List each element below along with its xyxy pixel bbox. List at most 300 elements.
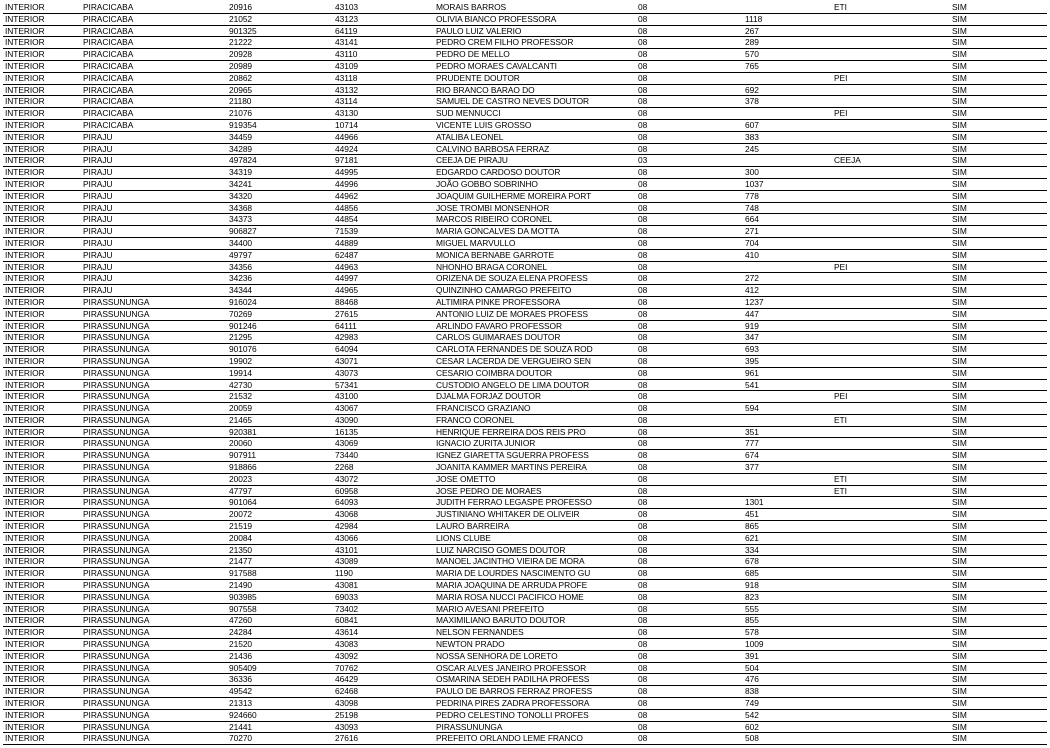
region-cell: INTERIOR xyxy=(3,2,81,13)
flag-cell: SIM xyxy=(950,450,1047,462)
school-name-cell: MANOEL JACINTHO VIEIRA DE MORA xyxy=(434,556,636,568)
type-code-cell: 08 xyxy=(636,202,743,214)
table-row xyxy=(3,96,1047,108)
count-cell: 542 xyxy=(743,709,832,721)
region-cell: INTERIOR xyxy=(3,13,81,25)
flag-cell: SIM xyxy=(950,155,1047,167)
type-code-cell: 08 xyxy=(636,167,743,179)
code-a-cell: 34373 xyxy=(227,214,333,226)
code-a-cell: 918866 xyxy=(227,462,333,474)
type-code-cell: 08 xyxy=(636,603,743,615)
program-cell xyxy=(832,426,950,438)
school-name-cell: HENRIQUE FERREIRA DOS REIS PRO xyxy=(434,426,636,438)
program-cell xyxy=(832,686,950,698)
city-cell: PIRAJU xyxy=(81,202,227,214)
table-row xyxy=(3,131,1047,143)
flag-cell: SIM xyxy=(950,556,1047,568)
code-b-cell: 43103 xyxy=(333,2,434,13)
count-cell: 602 xyxy=(743,721,832,733)
code-a-cell: 34356 xyxy=(227,261,333,273)
code-a-cell: 47797 xyxy=(227,485,333,497)
count-cell: 476 xyxy=(743,674,832,686)
code-a-cell: 24284 xyxy=(227,627,333,639)
flag-cell: SIM xyxy=(950,37,1047,49)
city-cell: PIRASSUNUNGA xyxy=(81,332,227,344)
count-cell: 289 xyxy=(743,37,832,49)
code-b-cell: 25198 xyxy=(333,709,434,721)
code-a-cell: 20928 xyxy=(227,49,333,61)
school-name-cell: SAMUEL DE CASTRO NEVES DOUTOR xyxy=(434,96,636,108)
table-body xyxy=(3,2,1047,745)
school-name-cell: PIRASSUNUNGA xyxy=(434,721,636,733)
region-cell: INTERIOR xyxy=(3,143,81,155)
type-code-cell: 08 xyxy=(636,674,743,686)
city-cell: PIRASSUNUNGA xyxy=(81,698,227,710)
code-b-cell: 43141 xyxy=(333,37,434,49)
count-cell: 865 xyxy=(743,521,832,533)
school-name-cell: MARIO AVESANI PREFEITO xyxy=(434,603,636,615)
count-cell: 300 xyxy=(743,167,832,179)
program-cell xyxy=(832,591,950,603)
code-b-cell: 43072 xyxy=(333,473,434,485)
school-name-cell: CESARIO COIMBRA DOUTOR xyxy=(434,367,636,379)
table-row xyxy=(3,214,1047,226)
table-row xyxy=(3,285,1047,297)
region-cell: INTERIOR xyxy=(3,462,81,474)
region-cell: INTERIOR xyxy=(3,698,81,710)
code-a-cell: 19902 xyxy=(227,355,333,367)
code-b-cell: 42983 xyxy=(333,332,434,344)
code-a-cell: 903985 xyxy=(227,591,333,603)
table-row xyxy=(3,72,1047,84)
region-cell: INTERIOR xyxy=(3,226,81,238)
code-b-cell: 88468 xyxy=(333,296,434,308)
flag-cell: SIM xyxy=(950,237,1047,249)
flag-cell: SIM xyxy=(950,721,1047,733)
flag-cell: SIM xyxy=(950,426,1047,438)
program-cell xyxy=(832,37,950,49)
school-name-cell: CUSTODIO ANGELO DE LIMA DOUTOR xyxy=(434,379,636,391)
program-cell xyxy=(832,367,950,379)
code-a-cell: 21180 xyxy=(227,96,333,108)
code-a-cell: 70269 xyxy=(227,308,333,320)
city-cell: PIRASSUNUNGA xyxy=(81,403,227,415)
city-cell: PIRACICABA xyxy=(81,37,227,49)
region-cell: INTERIOR xyxy=(3,72,81,84)
flag-cell: SIM xyxy=(950,532,1047,544)
city-cell: PIRASSUNUNGA xyxy=(81,556,227,568)
region-cell: INTERIOR xyxy=(3,627,81,639)
type-code-cell: 08 xyxy=(636,226,743,238)
type-code-cell: 08 xyxy=(636,426,743,438)
table-row xyxy=(3,709,1047,721)
region-cell: INTERIOR xyxy=(3,25,81,37)
code-a-cell: 42730 xyxy=(227,379,333,391)
program-cell xyxy=(832,532,950,544)
code-b-cell: 64093 xyxy=(333,497,434,509)
school-name-cell: JUDITH FERRAO LEGASPE PROFESSO xyxy=(434,497,636,509)
code-b-cell: 43071 xyxy=(333,355,434,367)
region-cell: INTERIOR xyxy=(3,603,81,615)
city-cell: PIRASSUNUNGA xyxy=(81,497,227,509)
region-cell: INTERIOR xyxy=(3,450,81,462)
region-cell: INTERIOR xyxy=(3,49,81,61)
school-name-cell: PEDRO CREM FILHO PROFESSOR xyxy=(434,37,636,49)
table-row xyxy=(3,591,1047,603)
city-cell: PIRASSUNUNGA xyxy=(81,391,227,403)
code-b-cell: 97181 xyxy=(333,155,434,167)
table-row xyxy=(3,25,1047,37)
flag-cell: SIM xyxy=(950,674,1047,686)
school-name-cell: PAULO LUIZ VALERIO xyxy=(434,25,636,37)
type-code-cell: 08 xyxy=(636,650,743,662)
code-b-cell: 46429 xyxy=(333,674,434,686)
table-row xyxy=(3,674,1047,686)
flag-cell: SIM xyxy=(950,698,1047,710)
code-b-cell: 64094 xyxy=(333,344,434,356)
count-cell xyxy=(743,261,832,273)
program-cell xyxy=(832,462,950,474)
type-code-cell: 08 xyxy=(636,403,743,415)
region-cell: INTERIOR xyxy=(3,296,81,308)
code-a-cell: 20060 xyxy=(227,438,333,450)
code-b-cell: 27615 xyxy=(333,308,434,320)
type-code-cell: 08 xyxy=(636,544,743,556)
code-a-cell: 920381 xyxy=(227,426,333,438)
flag-cell: SIM xyxy=(950,627,1047,639)
region-cell: INTERIOR xyxy=(3,580,81,592)
school-name-cell: MONICA BERNABE GARROTE xyxy=(434,249,636,261)
flag-cell: SIM xyxy=(950,497,1047,509)
type-code-cell: 08 xyxy=(636,497,743,509)
type-code-cell: 08 xyxy=(636,308,743,320)
code-a-cell: 47260 xyxy=(227,615,333,627)
code-b-cell: 43101 xyxy=(333,544,434,556)
region-cell: INTERIOR xyxy=(3,556,81,568)
school-name-cell: MARIA GONCALVES DA MOTTA xyxy=(434,226,636,238)
region-cell: INTERIOR xyxy=(3,214,81,226)
type-code-cell: 08 xyxy=(636,379,743,391)
type-code-cell: 08 xyxy=(636,438,743,450)
table-row xyxy=(3,178,1047,190)
code-b-cell: 62468 xyxy=(333,686,434,698)
city-cell: PIRASSUNUNGA xyxy=(81,591,227,603)
program-cell xyxy=(832,403,950,415)
school-table-page xyxy=(3,2,1047,745)
type-code-cell: 08 xyxy=(636,556,743,568)
code-a-cell: 34236 xyxy=(227,273,333,285)
city-cell: PIRASSUNUNGA xyxy=(81,639,227,651)
code-a-cell: 497824 xyxy=(227,155,333,167)
flag-cell: SIM xyxy=(950,96,1047,108)
city-cell: PIRASSUNUNGA xyxy=(81,344,227,356)
flag-cell: SIM xyxy=(950,214,1047,226)
table-row xyxy=(3,391,1047,403)
program-cell xyxy=(832,650,950,662)
region-cell: INTERIOR xyxy=(3,403,81,415)
code-a-cell: 34368 xyxy=(227,202,333,214)
flag-cell: SIM xyxy=(950,308,1047,320)
code-a-cell: 70270 xyxy=(227,733,333,745)
code-a-cell: 21076 xyxy=(227,108,333,120)
table-row xyxy=(3,320,1047,332)
flag-cell: SIM xyxy=(950,108,1047,120)
city-cell: PIRAJU xyxy=(81,285,227,297)
city-cell: PIRAJU xyxy=(81,226,227,238)
city-cell: PIRACICABA xyxy=(81,96,227,108)
count-cell: 383 xyxy=(743,131,832,143)
count-cell: 377 xyxy=(743,462,832,474)
code-a-cell: 34319 xyxy=(227,167,333,179)
city-cell: PIRASSUNUNGA xyxy=(81,473,227,485)
flag-cell: SIM xyxy=(950,131,1047,143)
program-cell xyxy=(832,580,950,592)
table-row xyxy=(3,521,1047,533)
city-cell: PIRASSUNUNGA xyxy=(81,355,227,367)
table-row xyxy=(3,733,1047,745)
school-name-cell: NHONHO BRAGA CORONEL xyxy=(434,261,636,273)
code-a-cell: 901076 xyxy=(227,344,333,356)
program-cell xyxy=(832,285,950,297)
school-name-cell: JOAQUIM GUILHERME MOREIRA PORT xyxy=(434,190,636,202)
code-a-cell: 20059 xyxy=(227,403,333,415)
code-b-cell: 43068 xyxy=(333,509,434,521)
type-code-cell: 08 xyxy=(636,13,743,25)
city-cell: PIRASSUNUNGA xyxy=(81,308,227,320)
region-cell: INTERIOR xyxy=(3,686,81,698)
city-cell: PIRASSUNUNGA xyxy=(81,485,227,497)
program-cell xyxy=(832,438,950,450)
code-a-cell: 21052 xyxy=(227,13,333,25)
count-cell: 504 xyxy=(743,662,832,674)
city-cell: PIRASSUNUNGA xyxy=(81,650,227,662)
flag-cell: SIM xyxy=(950,615,1047,627)
code-a-cell: 901246 xyxy=(227,320,333,332)
code-b-cell: 64111 xyxy=(333,320,434,332)
count-cell: 607 xyxy=(743,119,832,131)
count-cell xyxy=(743,485,832,497)
count-cell: 749 xyxy=(743,698,832,710)
city-cell: PIRASSUNUNGA xyxy=(81,603,227,615)
count-cell: 451 xyxy=(743,509,832,521)
type-code-cell: 08 xyxy=(636,591,743,603)
type-code-cell: 08 xyxy=(636,450,743,462)
flag-cell: SIM xyxy=(950,355,1047,367)
school-name-cell: ANTONIO LUIZ DE MORAES PROFESS xyxy=(434,308,636,320)
count-cell: 410 xyxy=(743,249,832,261)
school-name-cell: ATALIBA LEONEL xyxy=(434,131,636,143)
table-row xyxy=(3,344,1047,356)
table-row xyxy=(3,662,1047,674)
code-a-cell: 34289 xyxy=(227,143,333,155)
code-b-cell: 43073 xyxy=(333,367,434,379)
code-a-cell: 21295 xyxy=(227,332,333,344)
program-cell xyxy=(832,273,950,285)
table-row xyxy=(3,462,1047,474)
type-code-cell: 08 xyxy=(636,721,743,733)
type-code-cell: 08 xyxy=(636,414,743,426)
school-name-cell: MARCOS RIBEIRO CORONEL xyxy=(434,214,636,226)
table-row xyxy=(3,60,1047,72)
type-code-cell: 08 xyxy=(636,96,743,108)
program-cell xyxy=(832,84,950,96)
city-cell: PIRASSUNUNGA xyxy=(81,627,227,639)
flag-cell: SIM xyxy=(950,60,1047,72)
count-cell: 1301 xyxy=(743,497,832,509)
code-b-cell: 44996 xyxy=(333,178,434,190)
code-a-cell: 21519 xyxy=(227,521,333,533)
table-row xyxy=(3,497,1047,509)
program-cell xyxy=(832,25,950,37)
city-cell: PIRAJU xyxy=(81,178,227,190)
code-a-cell: 916024 xyxy=(227,296,333,308)
code-b-cell: 44924 xyxy=(333,143,434,155)
code-b-cell: 43110 xyxy=(333,49,434,61)
program-cell xyxy=(832,355,950,367)
type-code-cell: 08 xyxy=(636,733,743,745)
program-cell xyxy=(832,202,950,214)
code-b-cell: 43069 xyxy=(333,438,434,450)
city-cell: PIRASSUNUNGA xyxy=(81,320,227,332)
school-name-cell: NELSON FERNANDES xyxy=(434,627,636,639)
flag-cell: SIM xyxy=(950,25,1047,37)
program-cell xyxy=(832,603,950,615)
city-cell: PIRAJU xyxy=(81,143,227,155)
count-cell: 378 xyxy=(743,96,832,108)
code-a-cell: 906827 xyxy=(227,226,333,238)
type-code-cell: 08 xyxy=(636,273,743,285)
count-cell: 748 xyxy=(743,202,832,214)
region-cell: INTERIOR xyxy=(3,709,81,721)
code-b-cell: 44966 xyxy=(333,131,434,143)
flag-cell: SIM xyxy=(950,13,1047,25)
code-b-cell: 43066 xyxy=(333,532,434,544)
type-code-cell: 08 xyxy=(636,261,743,273)
region-cell: INTERIOR xyxy=(3,662,81,674)
region-cell: INTERIOR xyxy=(3,261,81,273)
type-code-cell: 08 xyxy=(636,462,743,474)
type-code-cell: 08 xyxy=(636,709,743,721)
flag-cell: SIM xyxy=(950,190,1047,202)
code-b-cell: 43614 xyxy=(333,627,434,639)
table-row xyxy=(3,473,1047,485)
code-a-cell: 20023 xyxy=(227,473,333,485)
code-b-cell: 44997 xyxy=(333,273,434,285)
flag-cell: SIM xyxy=(950,521,1047,533)
school-name-cell: JOSE PEDRO DE MORAES xyxy=(434,485,636,497)
type-code-cell: 08 xyxy=(636,49,743,61)
city-cell: PIRASSUNUNGA xyxy=(81,568,227,580)
table-row xyxy=(3,202,1047,214)
program-cell xyxy=(832,544,950,556)
count-cell: 778 xyxy=(743,190,832,202)
code-a-cell: 917588 xyxy=(227,568,333,580)
school-name-cell: LUIZ NARCISO GOMES DOUTOR xyxy=(434,544,636,556)
count-cell: 391 xyxy=(743,650,832,662)
region-cell: INTERIOR xyxy=(3,108,81,120)
code-a-cell: 21313 xyxy=(227,698,333,710)
school-name-cell: JOANITA KAMMER MARTINS PEREIRA xyxy=(434,462,636,474)
city-cell: PIRACICABA xyxy=(81,119,227,131)
school-name-cell: JOÃO GOBBO SOBRINHO xyxy=(434,178,636,190)
school-name-cell: EDGARDO CARDOSO DOUTOR xyxy=(434,167,636,179)
program-cell xyxy=(832,615,950,627)
city-cell: PIRAJU xyxy=(81,214,227,226)
code-b-cell: 43123 xyxy=(333,13,434,25)
code-b-cell: 43089 xyxy=(333,556,434,568)
code-b-cell: 62487 xyxy=(333,249,434,261)
city-cell: PIRACICABA xyxy=(81,2,227,13)
program-cell xyxy=(832,96,950,108)
school-name-cell: PEDRINA PIRES ZADRA PROFESSORA xyxy=(434,698,636,710)
region-cell: INTERIOR xyxy=(3,155,81,167)
flag-cell: SIM xyxy=(950,367,1047,379)
program-cell xyxy=(832,49,950,61)
region-cell: INTERIOR xyxy=(3,367,81,379)
table-row xyxy=(3,13,1047,25)
count-cell: 267 xyxy=(743,25,832,37)
school-name-cell: MIGUEL MARVULLO xyxy=(434,237,636,249)
count-cell: 351 xyxy=(743,426,832,438)
code-a-cell: 20084 xyxy=(227,532,333,544)
count-cell: 334 xyxy=(743,544,832,556)
school-name-cell: FRANCISCO GRAZIANO xyxy=(434,403,636,415)
city-cell: PIRASSUNUNGA xyxy=(81,721,227,733)
type-code-cell: 08 xyxy=(636,639,743,651)
region-cell: INTERIOR xyxy=(3,308,81,320)
code-b-cell: 1190 xyxy=(333,568,434,580)
table-row xyxy=(3,108,1047,120)
region-cell: INTERIOR xyxy=(3,131,81,143)
code-b-cell: 43067 xyxy=(333,403,434,415)
flag-cell: SIM xyxy=(950,438,1047,450)
type-code-cell: 08 xyxy=(636,296,743,308)
count-cell xyxy=(743,72,832,84)
count-cell xyxy=(743,155,832,167)
city-cell: PIRASSUNUNGA xyxy=(81,426,227,438)
code-a-cell: 21520 xyxy=(227,639,333,651)
city-cell: PIRASSUNUNGA xyxy=(81,521,227,533)
city-cell: PIRASSUNUNGA xyxy=(81,686,227,698)
city-cell: PIRASSUNUNGA xyxy=(81,509,227,521)
city-cell: PIRASSUNUNGA xyxy=(81,662,227,674)
city-cell: PIRASSUNUNGA xyxy=(81,544,227,556)
region-cell: INTERIOR xyxy=(3,674,81,686)
program-cell xyxy=(832,379,950,391)
flag-cell: SIM xyxy=(950,320,1047,332)
code-a-cell: 49542 xyxy=(227,686,333,698)
code-a-cell: 21350 xyxy=(227,544,333,556)
flag-cell: SIM xyxy=(950,119,1047,131)
school-name-cell: NEWTON PRADO xyxy=(434,639,636,651)
city-cell: PIRACICABA xyxy=(81,72,227,84)
table-row xyxy=(3,568,1047,580)
program-cell xyxy=(832,296,950,308)
code-b-cell: 64119 xyxy=(333,25,434,37)
region-cell: INTERIOR xyxy=(3,344,81,356)
table-row xyxy=(3,639,1047,651)
table-row xyxy=(3,237,1047,249)
code-b-cell: 44856 xyxy=(333,202,434,214)
flag-cell: SIM xyxy=(950,462,1047,474)
school-name-cell: OLIVIA BIANCO PROFESSORA xyxy=(434,13,636,25)
type-code-cell: 08 xyxy=(636,119,743,131)
count-cell: 412 xyxy=(743,285,832,297)
code-b-cell: 43109 xyxy=(333,60,434,72)
city-cell: PIRASSUNUNGA xyxy=(81,709,227,721)
school-name-cell: ALTIMIRA PINKE PROFESSORA xyxy=(434,296,636,308)
city-cell: PIRASSUNUNGA xyxy=(81,414,227,426)
